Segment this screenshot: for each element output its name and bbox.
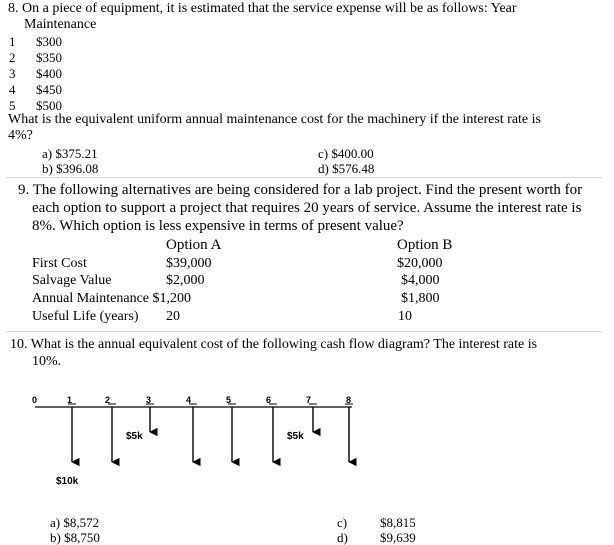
q8-amount-5: $500 — [36, 98, 62, 113]
q9-header-option-b: Option B — [397, 237, 453, 253]
q10-option-c-value: $8,815 — [380, 515, 416, 530]
section-divider — [6, 177, 602, 178]
q8-year-1: 1 — [9, 34, 16, 49]
axis-label-6: 6 — [266, 395, 272, 405]
q10-option-d-value: $9,639 — [380, 530, 416, 545]
q9-row-label-salvage: Salvage Value — [32, 273, 112, 288]
q9-row-b-salvage: $4,000 — [401, 273, 440, 288]
q8-amount-2: $350 — [36, 50, 62, 65]
q8-year-5: 5 — [9, 98, 16, 113]
axis-label-4: 4 — [186, 395, 192, 405]
q10-option-d: d) — [337, 530, 348, 545]
q10-option-c: c) — [337, 515, 348, 530]
q9-header-option-a: Option A — [166, 237, 222, 253]
q8-amount-4: $450 — [36, 82, 62, 97]
q8-year-2: 2 — [9, 50, 16, 65]
q9-row-label-useful-life: Useful Life (years) — [32, 309, 139, 324]
q10-question-line1: 10. What is the annual equivalent cost of the following cash flow diagram? The interest rate is — [10, 337, 538, 352]
cash-flow-label-10k: $10k — [56, 476, 79, 487]
q8-option-a: a) $375.21 — [42, 146, 98, 161]
axis-label-8: 8 — [346, 395, 352, 405]
q9-row-b-first-cost: $20,000 — [397, 256, 443, 271]
q9-row-label-first-cost: First Cost — [32, 256, 87, 271]
q9-text-line1: 9. The following alternatives are being considered for a lab project. Find the present worth for — [18, 182, 583, 198]
q8-amount-1: $300 — [36, 34, 62, 49]
q8-year-3: 3 — [9, 66, 16, 81]
cash-flow-label-5k-left: $5k — [126, 431, 143, 442]
q9-row-b-maintenance: $1,800 — [401, 291, 440, 306]
q9-row-label-maintenance: Annual Maintenance $1,200 — [32, 291, 192, 306]
q8-year-4: 4 — [9, 82, 16, 97]
q9-row-b-useful-life: 10 — [398, 309, 412, 324]
q8-question-line2: 4%? — [8, 128, 33, 143]
q10-option-b: b) $8,750 — [50, 530, 100, 545]
q8-question-line1: What is the equivalent uniform annual maintenance cost for the machinery if the interest rate is — [8, 112, 541, 127]
q8-option-c: c) $400.00 — [318, 146, 374, 161]
q10-option-a: a) $8,572 — [50, 515, 100, 530]
q8-title-line: 8. On a piece of equipment, it is estimated that the service expense will be as follows: Year — [8, 1, 517, 16]
section-divider — [6, 331, 602, 332]
q8-maintenance-label: Maintenance — [24, 17, 97, 32]
q8-amount-3: $400 — [36, 66, 62, 81]
axis-label-7: 7 — [306, 395, 312, 405]
cash-flow-label-5k-right: $5k — [287, 431, 304, 442]
q9-text-line2: each option to support a project that requires 20 years of service. Assume the interest rate is — [32, 200, 582, 216]
axis-label-1: 1 — [67, 395, 73, 405]
q8-option-b: b) $396.08 — [42, 161, 99, 176]
q10-question-line2: 10%. — [32, 354, 62, 369]
axis-label-0: 0 — [32, 395, 38, 405]
axis-label-2: 2 — [105, 395, 111, 405]
q9-row-a-useful-life: 20 — [166, 309, 180, 324]
q9-row-a-salvage: $2,000 — [166, 273, 205, 288]
q9-text-line3: 8%. Which option is less expensive in terms of present value? — [32, 218, 404, 234]
axis-label-3: 3 — [146, 395, 152, 405]
q8-option-d: d) $576.48 — [318, 161, 375, 176]
q9-row-a-first-cost: $39,000 — [166, 256, 212, 271]
axis-label-5: 5 — [226, 395, 232, 405]
